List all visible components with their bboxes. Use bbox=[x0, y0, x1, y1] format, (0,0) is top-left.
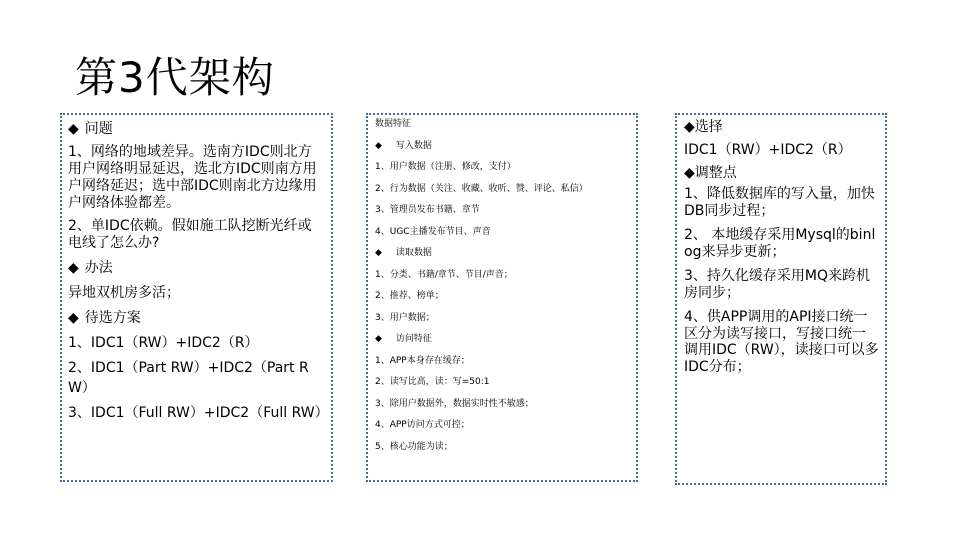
choice-text: IDC1（RW）+IDC2（R） bbox=[684, 142, 852, 158]
diamond-bullet-icon: ◆ bbox=[375, 334, 382, 344]
diamond-bullet-icon: ◆ bbox=[375, 140, 382, 151]
write-heading: ◆ 写入数据 bbox=[375, 140, 432, 151]
choice-heading: ◆选择 bbox=[684, 119, 723, 135]
adjust-point-4: 4、供APP调用的API接口统一区分为读写接口，写接口统一调用IDC（RW），读接口可以多IDC分布； bbox=[684, 309, 879, 375]
option-2: 2、IDC1（Part RW）+IDC2（Part RW） bbox=[68, 360, 309, 396]
read-heading: ◆ 读取数据 bbox=[375, 248, 432, 258]
option-1: 1、IDC1（RW）+IDC2（R） bbox=[68, 335, 259, 351]
problem-heading: ◆ 问题 bbox=[68, 121, 113, 137]
solution-text: 异地双机房多活； bbox=[68, 285, 180, 301]
solution-heading: ◆ 办法 bbox=[68, 260, 113, 276]
data-features-header: 数据特征 bbox=[375, 119, 412, 129]
list-item: 1、用户数据（注册、修改，支付） bbox=[375, 162, 516, 172]
problem-box bbox=[60, 113, 333, 482]
diamond-bullet-icon: ◆ bbox=[375, 248, 382, 258]
diamond-bullet-icon: ◆ bbox=[684, 165, 695, 181]
list-item: 1、APP本身存在缓存； bbox=[375, 355, 470, 366]
problem-paragraph-1: 1、网络的地域差异。选南方IDC则北方用户网络明显延迟，选北方IDC则南方用户网络延迟；选中部IDC则南北方边缘用户网络体验都差。 bbox=[68, 144, 317, 211]
list-item: 1、分类、书籍/章节、节目/声音； bbox=[375, 269, 513, 280]
options-heading: ◆ 待选方案 bbox=[68, 310, 141, 326]
list-item: 2、推荐、榜单； bbox=[375, 291, 444, 301]
problem-paragraph-2: 2、单IDC依赖。假如施工队挖断光纤或电线了怎么办? bbox=[68, 218, 312, 251]
adjust-point-1: 1、降低数据库的写入量，加快DB同步过程； bbox=[684, 186, 875, 219]
list-item: 3、管理员发布书籍、章节 bbox=[375, 205, 480, 215]
list-item: 5、核心功能为读； bbox=[375, 441, 453, 452]
adjust-heading: ◆调整点 bbox=[684, 165, 737, 181]
diamond-bullet-icon: ◆ bbox=[68, 260, 79, 276]
list-item: 3、用户数据； bbox=[375, 312, 435, 323]
list-item: 2、读写比高，读：写=50:1 bbox=[375, 377, 490, 387]
option-3: 3、IDC1（Full RW）+IDC2（Full RW） bbox=[68, 405, 329, 421]
slide-title: 第3代架构 bbox=[75, 53, 275, 102]
adjust-point-3: 3、持久化缓存采用MQ来跨机房同步； bbox=[684, 268, 871, 301]
list-item: 4、UGC主播发布节目、声音 bbox=[375, 226, 491, 237]
diamond-bullet-icon: ◆ bbox=[68, 121, 79, 137]
list-item: 2、行为数据（关注、收藏、收听、赞、评论、私信） bbox=[375, 183, 588, 194]
data-features-box bbox=[366, 113, 638, 482]
diamond-bullet-icon: ◆ bbox=[684, 119, 695, 135]
adjust-point-2: 2、 本地缓存采用Mysql的binlog来异步更新； bbox=[684, 227, 876, 260]
choice-box bbox=[675, 113, 887, 485]
list-item: 4、APP访问方式可控； bbox=[375, 420, 470, 430]
list-item: 3、除用户数据外，数据实时性不敏感； bbox=[375, 398, 534, 409]
access-heading: ◆ 访问特征 bbox=[375, 334, 432, 344]
diamond-bullet-icon: ◆ bbox=[68, 310, 79, 326]
